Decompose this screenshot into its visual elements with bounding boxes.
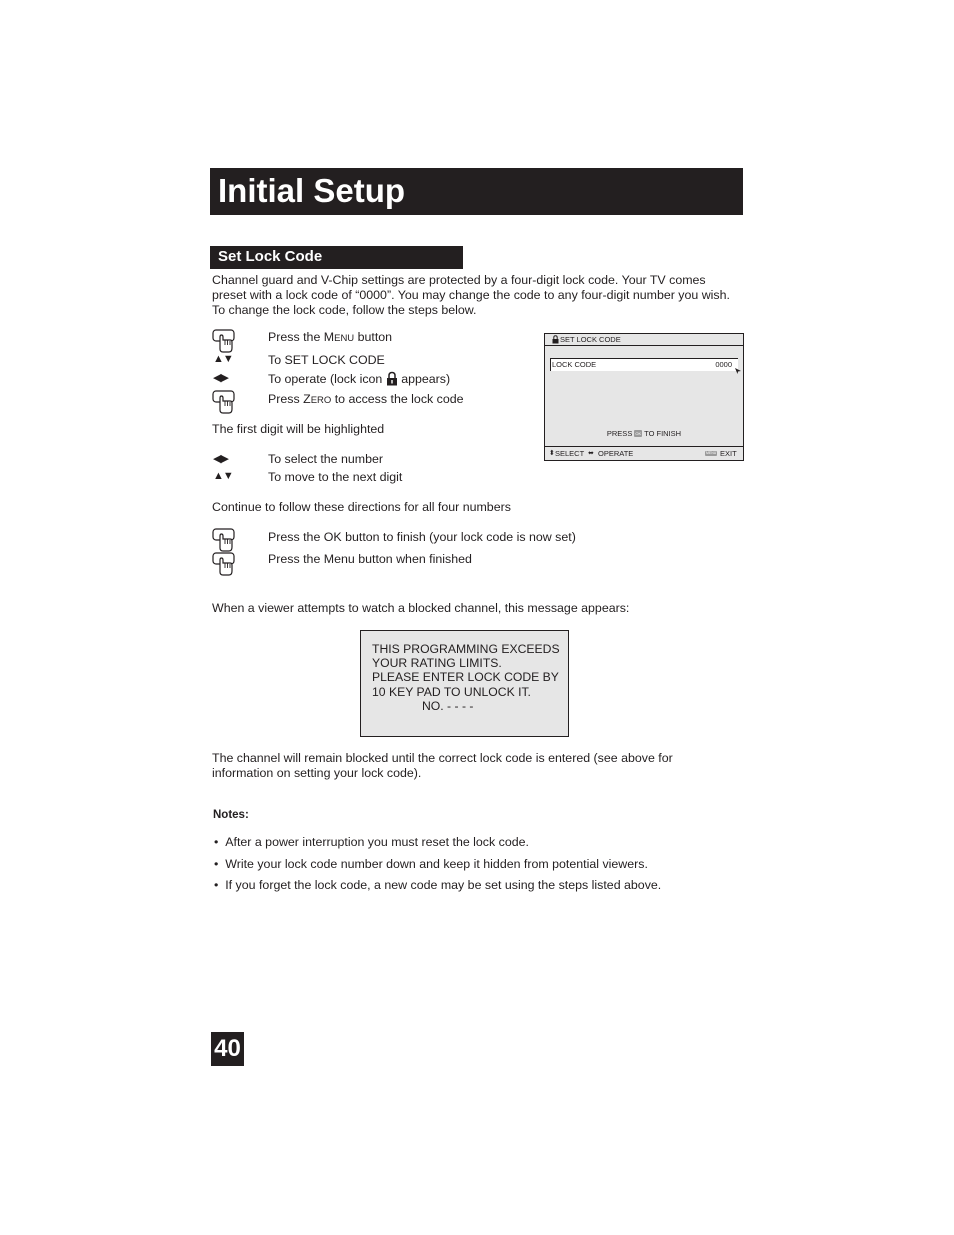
- lock-icon: [552, 335, 559, 344]
- blocked-message-box: [360, 630, 569, 737]
- up-down-arrows-icon: ▲▼: [213, 353, 233, 365]
- up-down-arrows-icon: ⬍: [549, 450, 555, 457]
- intro-line-1: Channel guard and V-Chip settings are protected by a four-digit lock code. Your TV comes: [212, 273, 706, 287]
- message-line: 10 KEY PAD TO UNLOCK IT.: [372, 685, 531, 699]
- page-number: 40: [214, 1035, 241, 1062]
- lock-code-value: 0000: [715, 360, 732, 369]
- section-title: Set Lock Code: [218, 248, 323, 265]
- notes-heading: Notes:: [213, 809, 249, 821]
- lock-icon: [386, 371, 398, 386]
- up-down-arrows-icon: ▲▼: [213, 470, 233, 482]
- intro-line-3: To change the lock code, follow the steps below.: [212, 303, 477, 317]
- message-line: PLEASE ENTER LOCK CODE BY: [372, 670, 559, 684]
- footer-exit: EXIT: [720, 449, 737, 458]
- remain-blocked-line-1: The channel will remain blocked until the correct lock code is entered (see above for: [212, 751, 673, 765]
- remote-hand-icon: [212, 329, 236, 353]
- remain-blocked-line-2: information on setting your lock code).: [212, 766, 422, 780]
- note-item: • After a power interruption you must reset the lock code.: [214, 835, 529, 849]
- left-right-arrows-icon: ⬌: [588, 450, 594, 457]
- blocked-intro: When a viewer attempts to watch a blocked channel, this message appears:: [212, 601, 630, 615]
- remote-hand-icon: [212, 528, 236, 552]
- continue-note: Continue to follow these directions for all four numbers: [212, 500, 511, 514]
- menu-button-icon: MENU: [706, 451, 717, 455]
- lock-code-field: [550, 358, 738, 371]
- remote-hand-icon: [212, 552, 236, 576]
- message-line: THIS PROGRAMMING EXCEEDS: [372, 642, 560, 656]
- tv-header-title: SET LOCK CODE: [560, 335, 621, 344]
- footer-operate: OPERATE: [598, 449, 634, 458]
- press-to-finish: PRESS OK TO FINISH: [606, 429, 682, 438]
- left-right-arrows-icon: ◀▶: [213, 372, 228, 384]
- note-item: • Write your lock code number down and keep it hidden from potential viewers.: [214, 857, 648, 871]
- step-select-number: To select the number: [268, 452, 384, 466]
- step-press-menu-finished: Press the Menu button when finished: [268, 552, 472, 566]
- cursor-icon: [735, 368, 741, 374]
- tv-screen-footer: [545, 446, 743, 460]
- left-right-arrows-icon: ◀▶: [213, 453, 228, 465]
- lock-code-label: LOCK CODE: [552, 360, 597, 369]
- ok-button-icon: OK: [635, 431, 642, 436]
- tv-screen-illustration: [544, 333, 744, 461]
- step-set-lock-code: To SET LOCK CODE: [268, 353, 385, 367]
- page-title: Initial Setup: [218, 172, 406, 209]
- step-next-digit: To move to the next digit: [268, 470, 403, 484]
- message-code-line: NO. - - - -: [422, 699, 474, 713]
- step-press-zero: Press ZERO to access the lock code: [268, 392, 464, 406]
- footer-select: SELECT: [555, 449, 585, 458]
- step-press-ok: Press the OK button to finish (your lock code is now set): [268, 530, 576, 544]
- step-press-menu: Press the MENU button: [268, 330, 393, 344]
- first-digit-note: The first digit will be highlighted: [212, 422, 385, 436]
- note-item: • If you forget the lock code, a new code may be set using the steps listed above.: [214, 878, 662, 892]
- intro-line-2: preset with a lock code of “0000”. You may change the code to any four-digit number you wish.: [212, 288, 730, 302]
- tv-screen-header: [545, 334, 743, 346]
- message-line: YOUR RATING LIMITS.: [372, 656, 502, 670]
- step-operate: To operate (lock icon appears): [268, 372, 451, 386]
- remote-hand-icon: [212, 390, 236, 414]
